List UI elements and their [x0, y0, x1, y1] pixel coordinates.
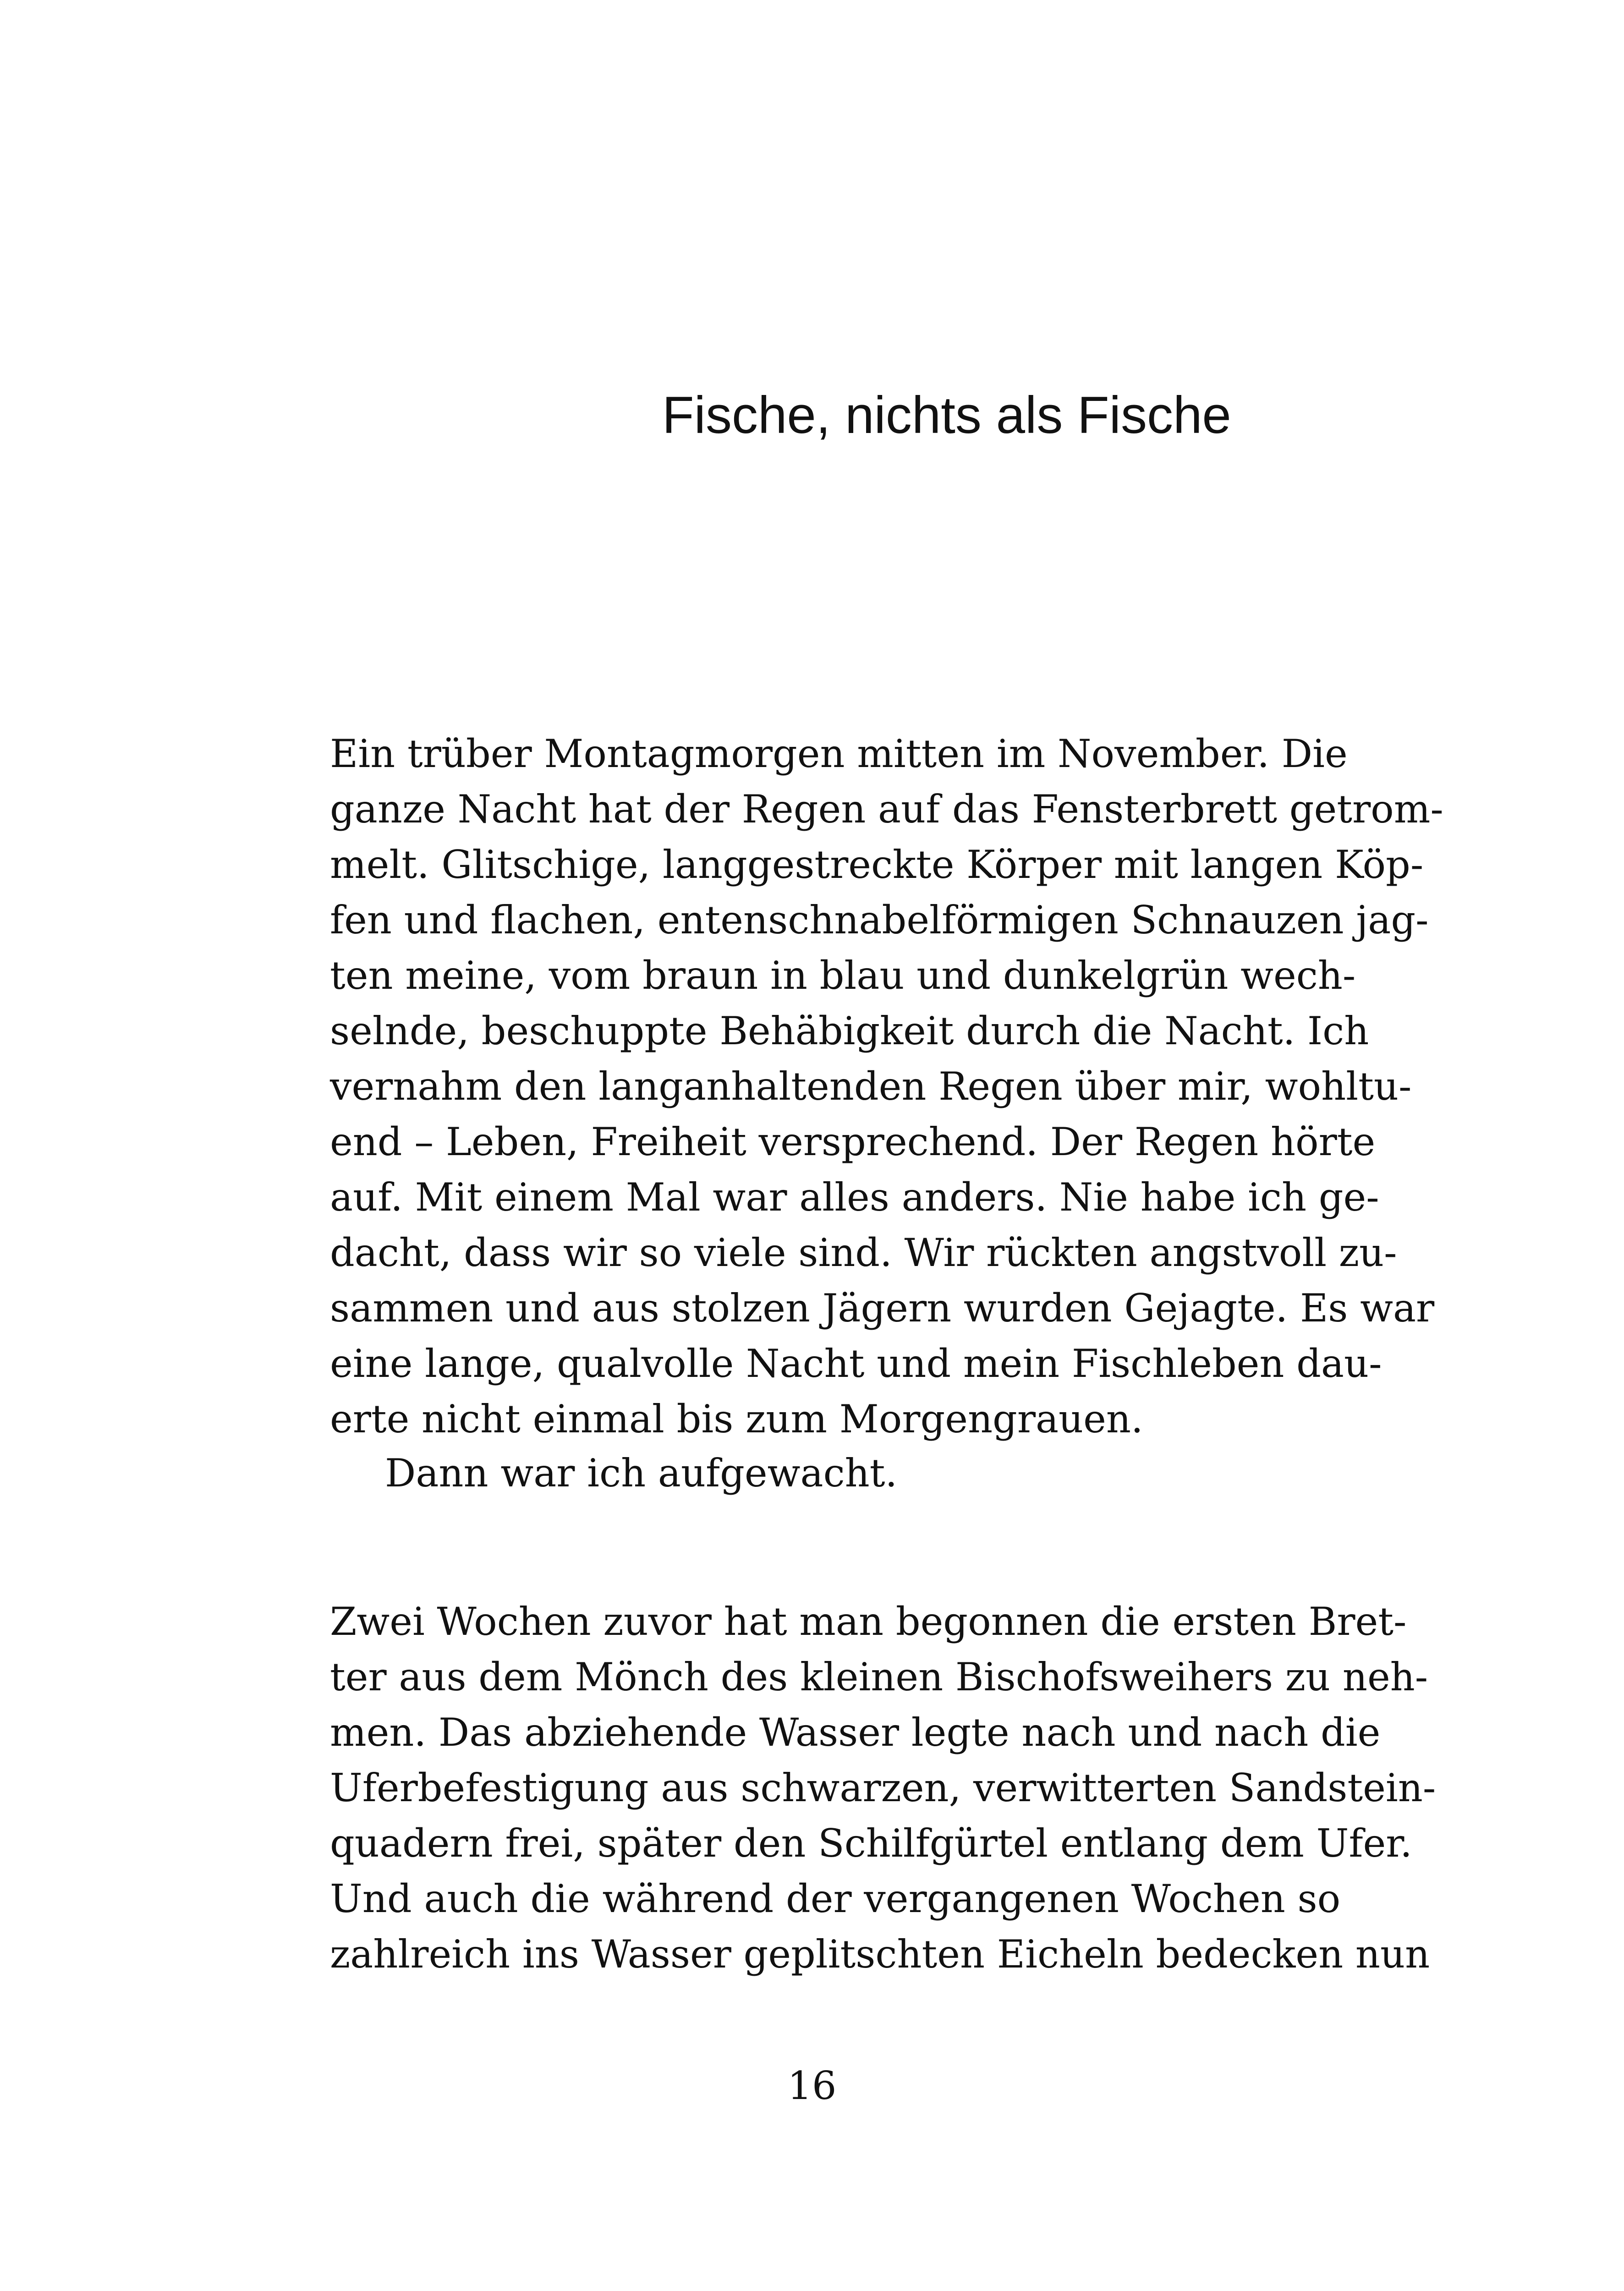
text-line: end – Leben, Freiheit versprechend. Der Regen hörte — [330, 1119, 1376, 1164]
text-line: sammen und aus stolzen Jägern wurden Gejagte. Es war — [330, 1286, 1435, 1331]
text-line: quadern frei, später den Schilfgürtel entlang dem Ufer. — [330, 1821, 1412, 1866]
text-line: ten meine, vom braun in blau und dunkelgrün wech- — [330, 953, 1356, 998]
paragraph-1 — [330, 726, 1443, 1447]
text-line: ganze Nacht hat der Regen auf das Fensterbrett getrom- — [330, 787, 1443, 832]
text-line: ter aus dem Mönch des kleinen Bischofsweihers zu neh- — [330, 1655, 1428, 1699]
text-line: Ein trüber Montagmorgen mitten im November. Die — [330, 731, 1348, 776]
page-number: 16 — [787, 2063, 837, 2108]
text-line: auf. Mit einem Mal war alles anders. Nie habe ich ge- — [330, 1175, 1379, 1220]
paragraph-2 — [330, 1446, 1283, 1501]
text-line: Zwei Wochen zuvor hat man begonnen die ersten Bret- — [330, 1599, 1407, 1644]
text-line: fen und flachen, entenschnabelförmigen Schnauzen jag- — [330, 898, 1429, 943]
text-line: melt. Glitschige, langgestreckte Körper mit langen Köp- — [330, 842, 1424, 887]
text-line: Dann war ich aufgewacht. — [385, 1451, 898, 1496]
text-line: dacht, dass wir so viele sind. Wir rückten angstvoll zu- — [330, 1230, 1397, 1275]
text-line: vernahm den langanhaltenden Regen über mir, wohltu- — [330, 1064, 1412, 1109]
text-line: eine lange, qualvolle Nacht und mein Fischleben dau- — [330, 1341, 1382, 1386]
text-line: Uferbefestigung aus schwarzen, verwitterten Sandstein- — [330, 1765, 1436, 1810]
chapter-title: Fische, nichts als Fische — [662, 386, 1231, 444]
text-line: zahlreich ins Wasser geplitschten Eicheln bedecken nun — [330, 1932, 1430, 1977]
text-line: Und auch die während der vergangenen Wochen so — [330, 1876, 1341, 1921]
text-line: men. Das abziehende Wasser legte nach und nach die — [330, 1710, 1381, 1755]
paragraph-3 — [330, 1594, 1436, 1982]
text-line: selnde, beschuppte Behäbigkeit durch die Nacht. Ich — [330, 1008, 1369, 1053]
text-line: erte nicht einmal bis zum Morgengrauen. — [330, 1397, 1143, 1441]
